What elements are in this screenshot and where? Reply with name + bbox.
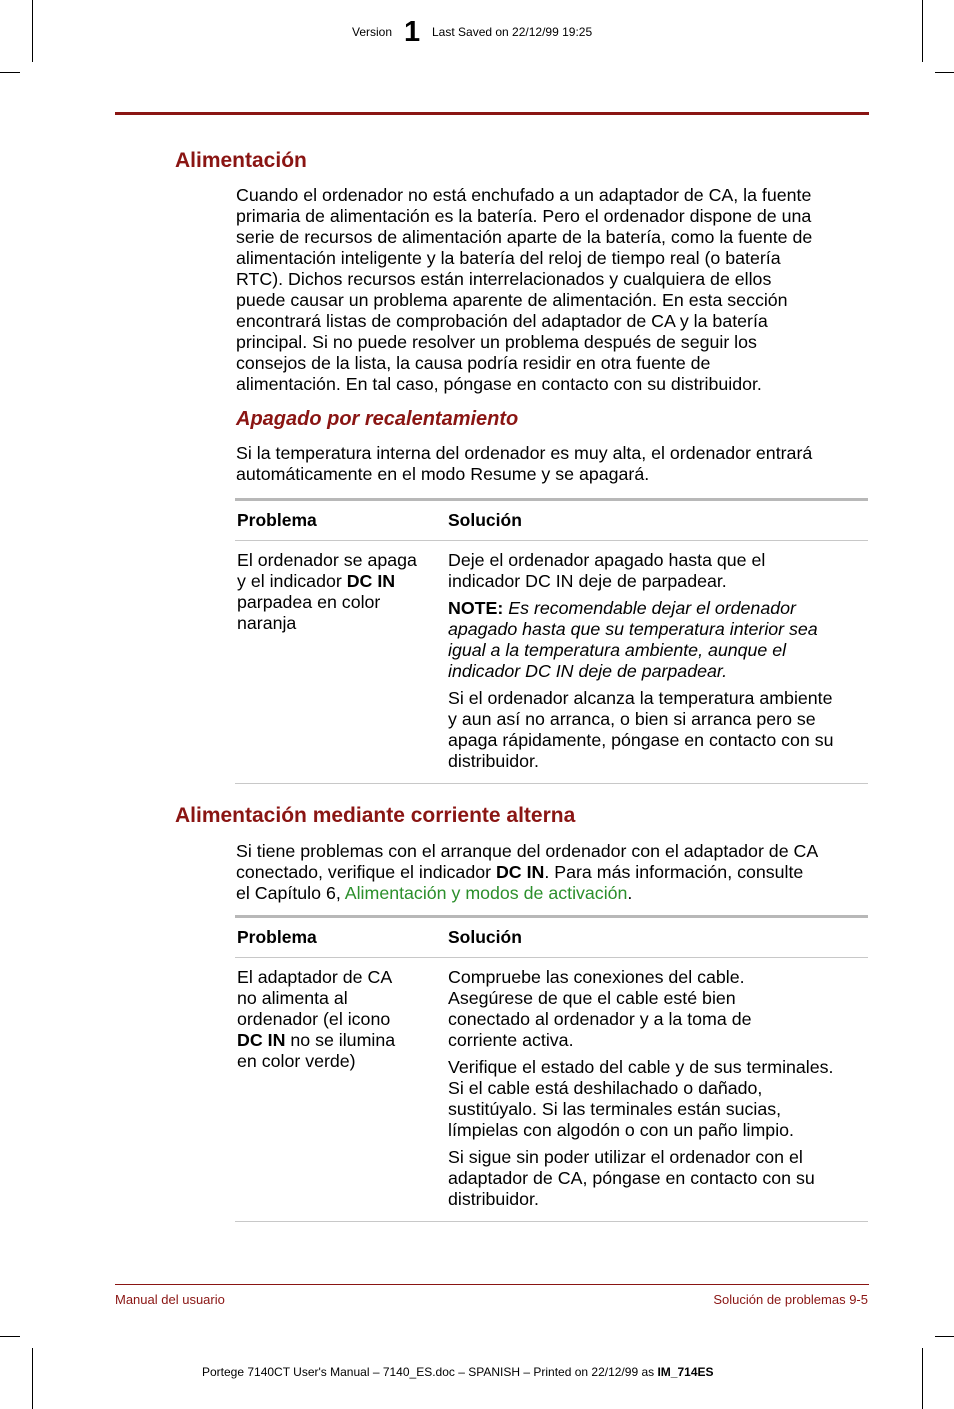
text-line: apagado hasta que su temperatura interior sea	[448, 619, 818, 639]
text-line: Si tiene problemas con el arranque del ordenador con el adaptador de CA	[236, 841, 819, 861]
text-line: Asegúrese de que el cable esté bien	[448, 988, 736, 1008]
crop-mark	[935, 72, 954, 73]
text-line: naranja	[237, 613, 297, 633]
text-line: y aun así no arranca, o bien si arranca pero se	[448, 709, 816, 729]
text-line: Si el cable está deshilachado o dañado,	[448, 1078, 763, 1098]
column-header-problem: Problema	[237, 927, 317, 947]
text-line: serie de recursos de alimentación aparte de la batería, como la fuente de	[236, 227, 813, 247]
crop-mark	[32, 0, 33, 62]
problem-cell	[237, 550, 442, 634]
text-line: igual a la temperatura ambiente, aunque el	[448, 640, 787, 660]
note-label: NOTE:	[448, 598, 504, 618]
last-saved: Last Saved on 22/12/99 19:25	[432, 25, 593, 39]
text-line: parpadea en color	[237, 592, 381, 612]
text-line: corriente activa.	[448, 1030, 574, 1050]
dc-in-label: DC IN	[495, 862, 545, 882]
column-header-problem: Problema	[237, 510, 317, 530]
chapter-link[interactable]: Alimentación y modos de activación	[344, 883, 628, 903]
text-line: Compruebe las conexiones del cable.	[448, 967, 745, 987]
text-line: El adaptador de CA	[237, 967, 393, 987]
text-line: alimentación inteligente y la batería del reloj de tiempo real (o batería	[236, 248, 781, 268]
text-line: indicador DC IN deje de parpadear.	[448, 571, 727, 591]
footer-rule	[115, 1284, 869, 1285]
crop-mark	[935, 1336, 954, 1337]
text-line: .	[627, 883, 633, 903]
crop-mark	[922, 1348, 923, 1409]
crop-mark	[922, 0, 923, 62]
section-title: Alimentación	[175, 149, 307, 172]
text-line: indicador DC IN deje de parpadear.	[448, 661, 728, 681]
text-line: Si sigue sin poder utilizar el ordenador con el	[448, 1147, 803, 1167]
text-line: principal. Si no puede resolver un problema después de seguir los	[236, 332, 757, 352]
section-paragraph	[236, 185, 876, 395]
text-line: no se ilumina	[285, 1030, 396, 1050]
text-line: conectado al ordenador y a la toma de	[448, 1009, 752, 1029]
text-line: no alimenta al	[237, 988, 348, 1008]
text-line: automáticamente en el modo Resume y se apagará.	[236, 464, 650, 484]
note-paragraph	[448, 598, 873, 682]
solution-cell	[448, 550, 873, 772]
solution-paragraph	[448, 1057, 873, 1141]
text-line: RTC). Dichos recursos están interrelacionados y cualquiera de ellos	[236, 269, 772, 289]
solution-paragraph	[448, 688, 873, 772]
table-top-rule	[235, 915, 868, 918]
dc-in-label: DC IN	[346, 571, 396, 591]
text-line: Es recomendable dejar el ordenador	[503, 598, 796, 618]
crop-mark	[0, 1336, 20, 1337]
text-line: Si la temperatura interna del ordenador es muy alta, el ordenador entrará	[236, 443, 813, 463]
text-line: conectado, verifique el indicador	[236, 862, 496, 882]
table-bottom-rule	[235, 783, 868, 784]
text-line: primaria de alimentación es la batería. Pero el ordenador dispone de una	[236, 206, 812, 226]
text-line: Deje el ordenador apagado hasta que el	[448, 550, 766, 570]
dc-in-label: DC IN	[237, 1030, 286, 1050]
text-line: . Para más información, consulte	[544, 862, 804, 882]
text-line: en color verde)	[237, 1051, 356, 1071]
table-header-rule	[235, 540, 868, 541]
solution-paragraph	[448, 1147, 873, 1210]
text-line: Cuando el ordenador no está enchufado a un adaptador de CA, la fuente	[236, 185, 812, 205]
solution-cell	[448, 967, 873, 1210]
text-line: Si el ordenador alcanza la temperatura ambiente	[448, 688, 833, 708]
crop-mark	[0, 72, 20, 73]
text-line: distribuidor.	[448, 751, 539, 771]
header-rule	[115, 112, 869, 115]
table-top-rule	[235, 498, 868, 501]
version-number: 1	[404, 16, 421, 48]
print-info-code: IM_714ES	[657, 1365, 714, 1379]
solution-paragraph	[448, 550, 873, 592]
crop-mark	[32, 1348, 33, 1409]
text-line: el Capítulo 6,	[236, 883, 345, 903]
section-title: Alimentación mediante corriente alterna	[175, 804, 576, 827]
section-paragraph	[236, 841, 876, 904]
text-line: El ordenador se apaga	[237, 550, 417, 570]
table-bottom-rule	[235, 1221, 868, 1222]
column-header-solution: Solución	[448, 927, 522, 947]
subsection-title: Apagado por recalentamiento	[236, 408, 519, 430]
print-info	[202, 1365, 714, 1379]
table-header-rule	[235, 957, 868, 958]
print-info-text: Portege 7140CT User's Manual – 7140_ES.doc – SPANISH – Printed on 22/12/99 as	[202, 1365, 658, 1379]
problem-cell	[237, 967, 442, 1072]
version-label: Version	[352, 25, 393, 39]
column-header-solution: Solución	[448, 510, 522, 530]
text-line: adaptador de CA, póngase en contacto con su	[448, 1168, 815, 1188]
footer-left: Manual del usuario	[115, 1292, 225, 1307]
text-line: distribuidor.	[448, 1189, 539, 1209]
text-line: encontrará listas de comprobación del adaptador de CA y la batería	[236, 311, 768, 331]
solution-paragraph	[448, 967, 873, 1051]
footer-right: Solución de problemas 9-5	[713, 1292, 868, 1307]
text-line: ordenador (el icono	[237, 1009, 391, 1029]
text-line: Verifique el estado del cable y de sus terminales.	[448, 1057, 834, 1077]
subsection-paragraph	[236, 443, 876, 485]
text-line: puede causar un problema aparente de alimentación. En esta sección	[236, 290, 788, 310]
text-line: sustitúyalo. Si las terminales están sucias,	[448, 1099, 782, 1119]
text-line: y el indicador	[237, 571, 347, 591]
text-line: apaga rápidamente, póngase en contacto con su	[448, 730, 834, 750]
text-line: consejos de la lista, la causa podría residir en otra fuente de	[236, 353, 711, 373]
text-line: límpielas con algodón o con un paño limpio.	[448, 1120, 794, 1140]
text-line: alimentación. En tal caso, póngase en contacto con su distribuidor.	[236, 374, 762, 394]
